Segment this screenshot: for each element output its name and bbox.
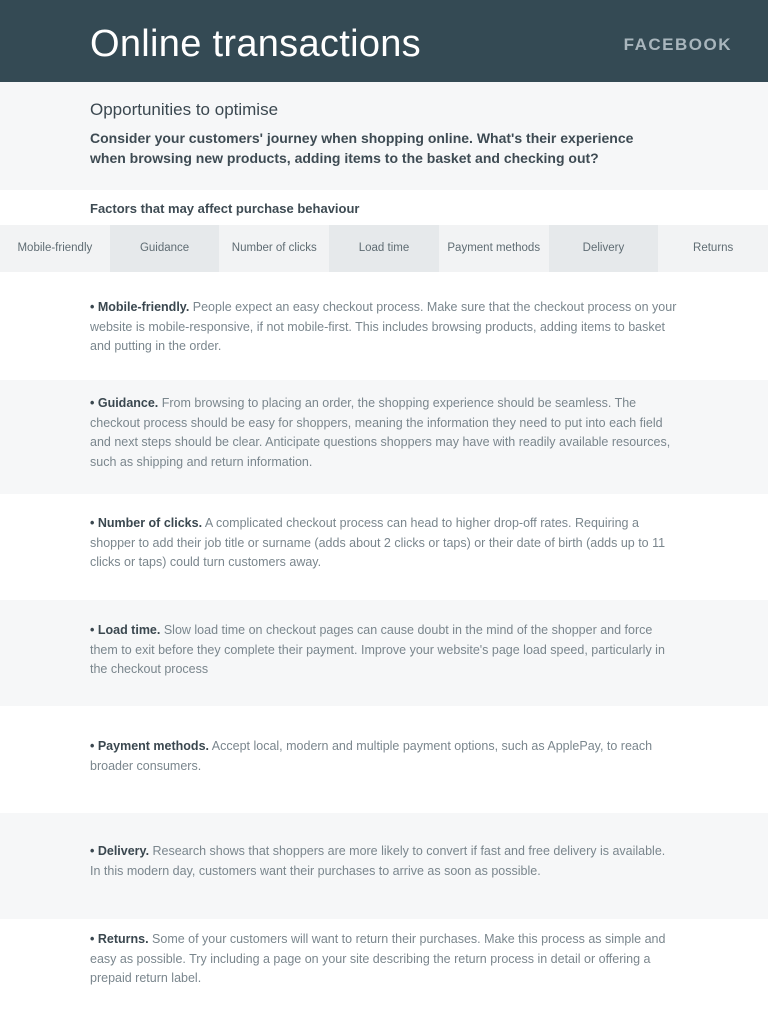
- section-guidance: [0, 380, 768, 494]
- section-text: [90, 842, 678, 881]
- section-text: [90, 621, 678, 680]
- tab-mobile-friendly[interactable]: Mobile-friendly: [0, 225, 110, 272]
- tab-delivery[interactable]: Delivery: [549, 225, 659, 272]
- section-lead: • Mobile-friendly.: [90, 300, 190, 314]
- section-body: Some of your customers will want to return their purchases. Make this process as simple and easy as possible. Try including a page on your site describing the return process in detail or offering a prepaid return label.: [90, 932, 666, 985]
- section-lead: • Returns.: [90, 932, 149, 946]
- tab-returns[interactable]: Returns: [658, 225, 768, 272]
- page-header: [0, 0, 768, 82]
- tab-load-time[interactable]: Load time: [329, 225, 439, 272]
- section-text: [90, 394, 678, 472]
- brand-logo: FACEBOOK: [623, 35, 732, 54]
- section-text: [90, 930, 678, 989]
- intro-panel: [0, 82, 768, 190]
- section-load-time: [0, 600, 768, 706]
- section-delivery: [0, 813, 768, 919]
- section-text: [90, 298, 678, 357]
- section-lead: • Load time.: [90, 623, 161, 637]
- section-returns: [0, 919, 768, 1024]
- section-lead: • Delivery.: [90, 844, 150, 858]
- page-title: Online transactions: [90, 23, 421, 65]
- section-body: Accept local, modern and multiple payment options, such as ApplePay, to reach broader consumers.: [90, 739, 653, 773]
- section-number-of-clicks: [0, 494, 768, 600]
- section-payment-methods: [0, 706, 768, 813]
- section-lead: • Payment methods.: [90, 739, 209, 753]
- section-body: Research shows that shoppers are more likely to convert if fast and free delivery is available. In this modern day, customers want their purchases to arrive as soon as possible.: [90, 844, 666, 878]
- tab-payment-methods[interactable]: Payment methods: [439, 225, 549, 272]
- section-body: From browsing to placing an order, the shopping experience should be seamless. The checkout process should be easy for shoppers, meaning the information they need to put into each field and next steps should be clear. Anticipate questions shoppers may have with readily available resources, such as shipping and return information.: [90, 396, 671, 469]
- section-text: [90, 514, 678, 573]
- section-body: A complicated checkout process can head to higher drop-off rates. Requiring a shopper to add their job title or surname (adds about 2 clicks or taps) or their date of birth (adds up to 11 clicks or taps) could turn customers away.: [90, 516, 666, 569]
- section-mobile-friendly: [0, 272, 768, 380]
- tab-number-of-clicks[interactable]: Number of clicks: [219, 225, 329, 272]
- intro-heading: Opportunities to optimise: [90, 100, 279, 119]
- section-lead: • Guidance.: [90, 396, 159, 410]
- section-body: People expect an easy checkout process. Make sure that the checkout process on your website is mobile-responsive, if not mobile-first. This includes browsing products, adding items to basket and putting in the order.: [90, 300, 677, 353]
- section-text: [90, 737, 678, 776]
- factors-label: Factors that may affect purchase behaviour: [90, 201, 360, 216]
- tab-guidance[interactable]: Guidance: [110, 225, 220, 272]
- factor-tabs: [0, 225, 768, 272]
- section-body: Slow load time on checkout pages can cause doubt in the mind of the shopper and force them to exit before they complete their payment. Improve your website's page load speed, particularly in the checkout process: [90, 623, 665, 676]
- intro-text: Consider your customers' journey when shopping online. What's their experience when browsing new products, adding items to the basket and checking out?: [90, 130, 634, 166]
- section-lead: • Number of clicks.: [90, 516, 203, 530]
